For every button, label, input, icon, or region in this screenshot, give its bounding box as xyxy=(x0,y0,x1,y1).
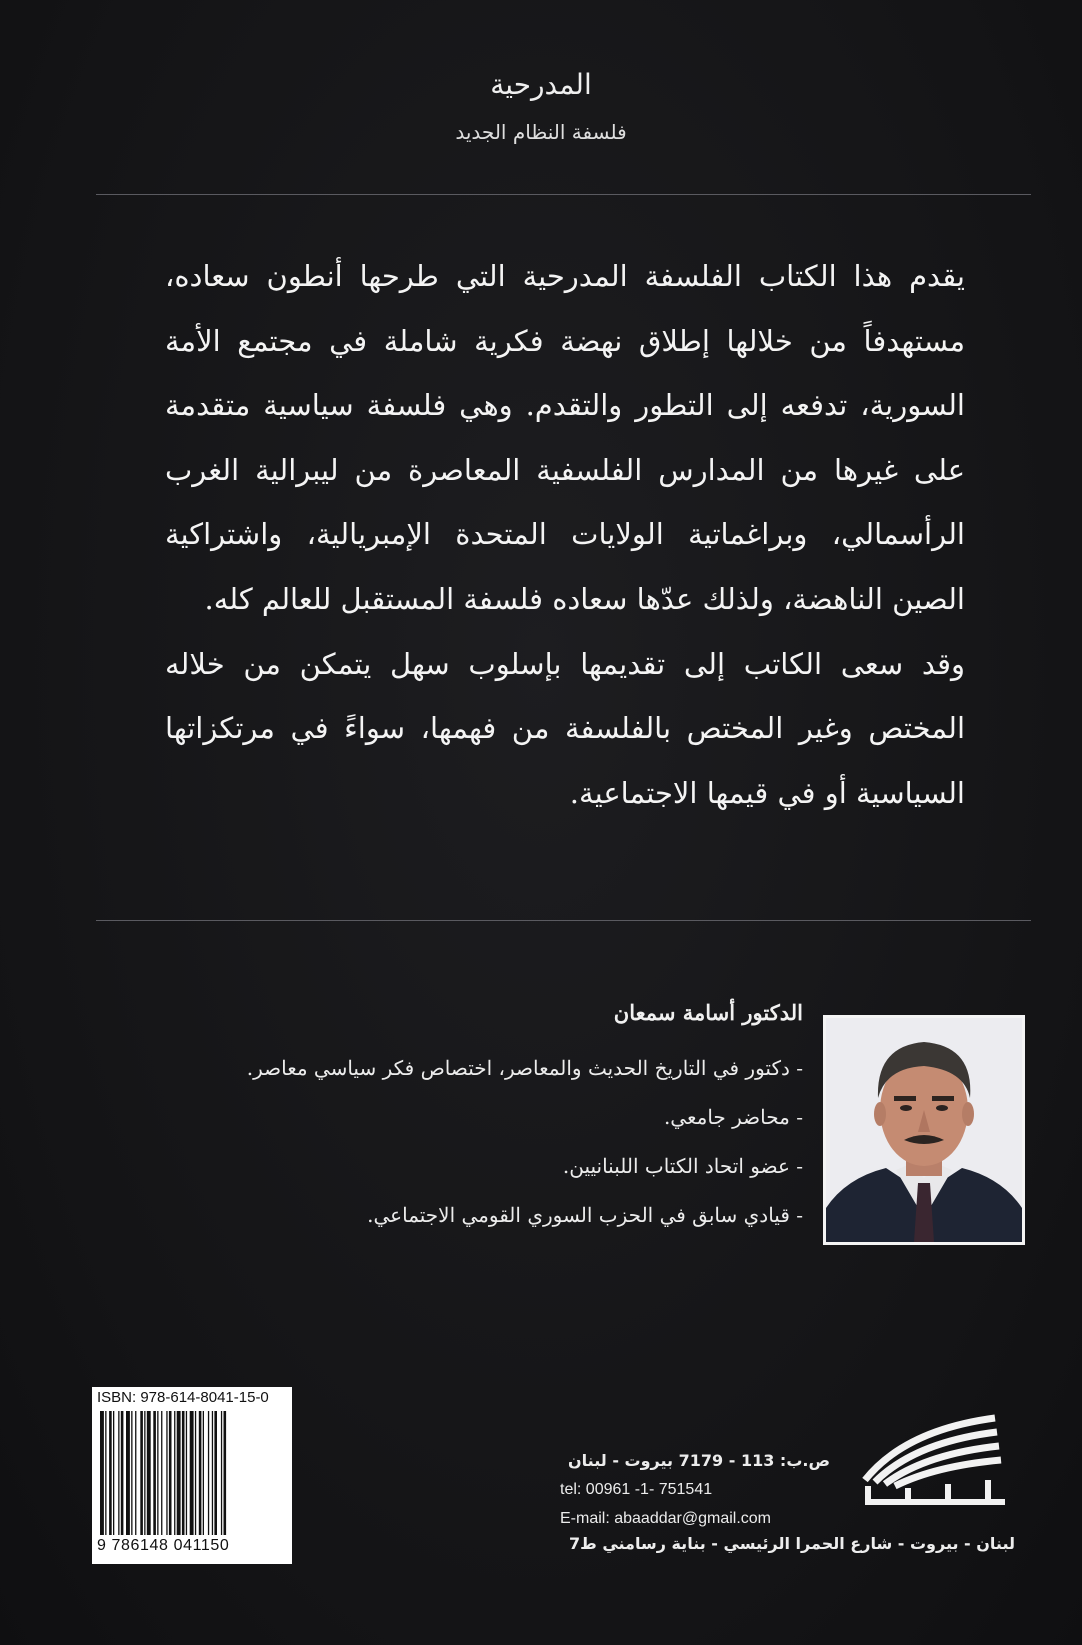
isbn-digits: 9 786148 041150 xyxy=(97,1537,230,1554)
description-paragraph: يقدم هذا الكتاب الفلسفة المدرحية التي طرحها أنطون سعاده، مستهدفاً من خلالها إطلاق نهضة فكرية شاملة في مجتمع الأمة السورية، تدفعه إلى التطور والتقدم. وهي فلسفة سياسية متقدمة على غيرها من المدارس الفلسفية المعاصرة من ليبرالية الغرب الرأسمالي، وبراغماتية الولايات المتحدة الإمبريالية، واشتراكية الصين الناهضة، ولذلك عدّها سعاده فلسفة المستقبل للعالم كله. xyxy=(165,259,965,616)
barcode-bar xyxy=(208,1411,209,1535)
bio-item: - محاضر جامعي. xyxy=(663,1105,803,1129)
publisher-contact xyxy=(560,1446,830,1533)
barcode-bar xyxy=(118,1411,119,1535)
divider-top xyxy=(96,194,1031,195)
publisher-address: لبنان - بيروت - شارع الحمرا الرئيسي - بناية رسامني ط7 xyxy=(569,1534,1015,1553)
publisher-tel: tel: 00961 -1- 751541 xyxy=(560,1481,713,1498)
barcode-bar xyxy=(147,1411,151,1535)
barcode-bar xyxy=(131,1411,132,1535)
barcode-bar xyxy=(109,1411,112,1535)
barcode-bar xyxy=(166,1411,167,1535)
barcode-bar xyxy=(212,1411,213,1535)
author-photo xyxy=(823,1015,1025,1245)
barcode-bar xyxy=(113,1411,114,1535)
barcode-bar xyxy=(100,1411,104,1535)
barcode-bar xyxy=(161,1411,162,1535)
barcode-bar xyxy=(221,1411,222,1535)
barcode-bar xyxy=(190,1411,194,1535)
barcode-bar xyxy=(105,1411,106,1535)
description-paragraph: وقد سعى الكاتب إلى تقديمها بإسلوب سهل يتمكن من خلاله المختص وغير المختص بالفلسفة من فهمها، سواءً في مرتكزاتها السياسية أو في قيمها الاجتماعية. xyxy=(165,646,965,810)
publisher-email: E-mail: abaaddar@gmail.com xyxy=(560,1510,771,1527)
barcode-bar xyxy=(224,1411,227,1535)
publisher-po-box: ص.ب: 113 - 7179 بيروت - لبنان xyxy=(568,1451,830,1470)
barcode-bar xyxy=(199,1411,202,1535)
barcode-bar xyxy=(177,1411,181,1535)
isbn-label: ISBN: 978-614-8041-15-0 xyxy=(97,1389,269,1406)
barcode-bar xyxy=(157,1411,158,1535)
barcode-bar xyxy=(126,1411,130,1535)
barcode-bar xyxy=(153,1411,156,1535)
isbn-barcode xyxy=(92,1387,292,1564)
author-bio-list xyxy=(140,1044,803,1240)
barcode-bars xyxy=(100,1411,284,1535)
barcode-bar xyxy=(186,1411,187,1535)
book-description xyxy=(165,244,965,825)
divider-bottom xyxy=(96,920,1031,921)
barcode-bar xyxy=(121,1411,124,1535)
barcode-bar xyxy=(182,1411,185,1535)
author-name: الدكتور أسامة سمعان xyxy=(613,1000,803,1025)
barcode-bar xyxy=(169,1411,172,1535)
barcode-bar xyxy=(140,1411,143,1535)
book-title: المدرحية xyxy=(490,68,592,101)
barcode-bar xyxy=(135,1411,136,1535)
barcode-bar xyxy=(203,1411,204,1535)
book-subtitle: فلسفة النظام الجديد xyxy=(455,120,627,144)
barcode-bar xyxy=(144,1411,145,1535)
bio-item: - عضو اتحاد الكتاب اللبنانيين. xyxy=(562,1154,803,1178)
bio-item: - قيادي سابق في الحزب السوري القومي الاجتماعي. xyxy=(367,1203,803,1227)
publisher-logo xyxy=(845,1410,1025,1515)
bio-item: - دكتور في التاريخ الحديث والمعاصر، اختصاص فكر سياسي معاصر. xyxy=(246,1056,803,1080)
barcode-bar xyxy=(195,1411,196,1535)
barcode-bar xyxy=(174,1411,175,1535)
barcode-bar xyxy=(214,1411,217,1535)
author-portrait-illustration xyxy=(826,1018,1022,1242)
